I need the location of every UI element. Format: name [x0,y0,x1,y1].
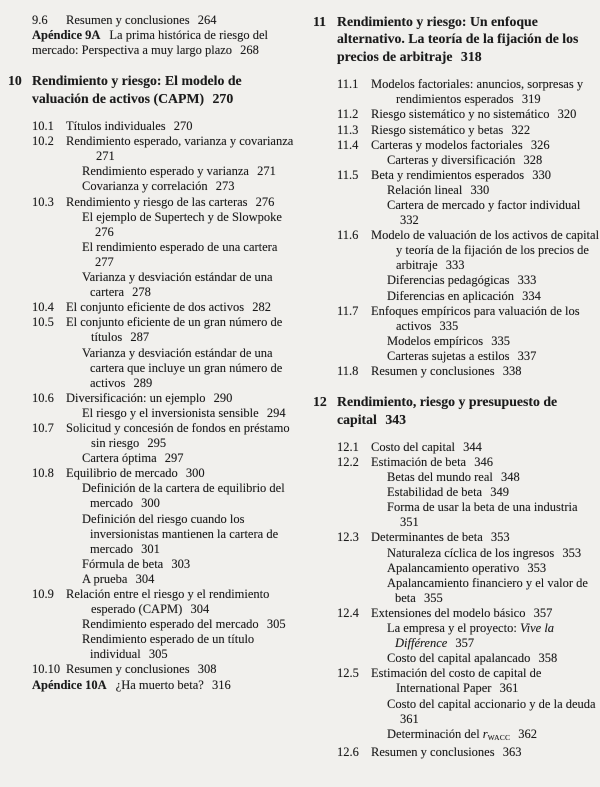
sub-entry-title: Determinación del [387,726,483,741]
toc-section-entry [8,315,298,345]
sub-entry-title: Costo del capital accionario y de la deuda [387,696,596,711]
page-number: 282 [252,300,271,315]
page-number: 270 [173,119,193,134]
section-number: 11.5 [337,167,359,182]
section-number: 10.7 [32,420,54,435]
page-number: 305 [148,647,168,662]
sub-entry-title: Diferencias en aplicación [387,288,515,303]
sub-entry-title: Modelos empíricos [387,333,484,348]
section-title: Beta y rendimientos esperados [371,167,525,182]
page-number: 346 [474,455,493,469]
section-number: 11.7 [337,303,359,318]
toc-section-entry [313,228,600,273]
chapter-title: Rendimiento y riesgo: El modelo de valuación de activos (CAPM) [32,73,242,106]
appendix-title: ¿Ha muerto beta? [115,677,204,692]
page-number: 301 [141,541,160,556]
sub-entry-title: Relación lineal [387,182,463,197]
section-number: 11.4 [337,137,359,152]
section-number: 11.8 [337,364,359,378]
section-title: Enfoques empíricos para valuación de los activos [371,303,580,333]
toc-section-entry [8,13,298,28]
sub-entry-title: El rendimiento esperado de una cartera [82,239,278,254]
section-title: Modelos factoriales: anuncios, sorpresas y rendimientos esperados [371,77,584,107]
toc-sub-entry [313,546,600,561]
section-title: Rendimiento esperado, varianza y covarianza [66,134,294,149]
page-number: 326 [530,137,550,152]
sub-entry-title: Fórmula de beta [82,556,164,571]
section-title: Relación entre el riesgo y el rendimiento esperado (CAPM) [66,587,270,617]
section-title: Resumen y conclusiones [371,744,495,759]
toc-sub-entry [8,406,298,421]
page-number: 333 [445,258,465,273]
section-title: Riesgo sistemático y no sistemático [371,107,550,122]
chapter-title: Rendimiento y riesgo: Un enfoque alternativo. La teoría de la fijación de los precios de arbitraje [337,14,579,64]
page-number: 290 [213,390,233,405]
page-number: 330 [532,167,551,182]
section-number: 10.6 [32,390,54,405]
sub-entry-title: Apalancamiento financiero y el valor de beta [387,575,588,605]
page-number: 295 [147,436,167,451]
subscript-text: WACC [487,732,511,742]
toc-sub-entry [313,289,600,304]
page-number: 328 [523,152,543,167]
toc-section-entry [313,168,600,183]
section-number: 9.6 [32,13,48,27]
toc-sub-entry [8,557,298,572]
sub-entry-title: Carteras y diversificación [387,152,516,167]
page-number: 268 [240,43,259,58]
toc-sub-entry [8,512,298,557]
toc-sub-entry [313,470,600,485]
toc-section-entry [8,421,298,451]
page-number: 308 [197,662,217,677]
section-number: 10.4 [32,300,54,315]
section-number: 10.1 [32,119,54,134]
page-number: 333 [517,273,537,288]
toc-section-entry [313,304,600,334]
toc-sub-entry [8,164,298,179]
page-number: 303 [171,556,191,571]
page-number: 297 [164,451,184,466]
page-number: 287 [130,330,150,345]
chapter-title: Rendimiento, riesgo y presupuesto de capital [337,394,558,427]
italic-text: Vive la Différence [395,621,555,651]
page-number: 322 [511,122,531,137]
toc-sub-entry [313,334,600,349]
toc-appendix-entry [8,28,298,58]
sub-entry-title: Covarianza y correlación [82,179,208,194]
page-number: 294 [266,405,286,420]
sub-entry-title: Estabilidad de beta [387,485,483,500]
sub-entry-title: Definición de la cartera de equilibrio del mercado [82,481,285,511]
section-number: 11.6 [337,228,359,243]
section-number: 10.3 [32,194,54,209]
section-number: 11.2 [337,107,359,122]
toc-section-entry [8,466,298,481]
page-number: 278 [132,285,151,300]
page-number: 343 [385,411,407,427]
appendix-title: La prima histórica de riesgo del mercado: Perspectiva a muy largo plazo [32,28,269,58]
section-number: 10.5 [32,315,54,330]
page-number: 358 [538,651,558,666]
toc-section-entry [313,138,600,153]
sub-entry-title: El ejemplo de Supertech y de Slowpoke [82,209,282,224]
toc-sub-entry [313,651,600,666]
toc-sub-entry [8,481,298,511]
sub-entry-title: Apalancamiento operativo [387,560,520,575]
toc-sub-entry [313,273,600,288]
page-number: 304 [190,602,210,617]
page-number: 349 [490,485,509,500]
section-title: Determinantes de beta [371,530,483,545]
sub-entry-title: Diferencias pedagógicas [387,273,510,288]
appendix-label: Apéndice 9A [32,28,101,43]
toc-section-entry [313,530,600,545]
page-number: 335 [491,333,511,348]
toc-sub-entry [8,572,298,587]
toc-section-entry [8,587,298,617]
section-title: Estimación del costo de capital de International Paper [371,666,542,696]
page-number: 276 [255,194,275,209]
section-title: Resumen y conclusiones [371,364,495,378]
toc-section-entry [313,606,600,621]
page-number: 363 [502,744,522,759]
toc-sub-entry [8,240,298,270]
section-title: Carteras y modelos factoriales [371,137,523,152]
toc-sub-entry [313,183,600,198]
section-title: El conjunto eficiente de dos activos [66,300,245,315]
toc-section-entry [8,300,298,315]
section-title: Estimación de beta [371,455,467,469]
section-number: 10.9 [32,587,54,601]
page-number: 337 [517,348,537,363]
page-number: 300 [141,496,160,511]
toc-section-entry [8,119,298,134]
sub-entry-title: Cartera de mercado y factor individual [387,197,581,212]
toc-sub-entry [8,179,298,194]
section-title: Modelo de valuación de los activos de capital y teoría de la fijación de los precios de arbitraje [371,228,600,273]
page-number: 305 [266,617,286,632]
section-number: 12.6 [337,744,359,759]
page-number: 277 [95,254,114,269]
sub-entry-title: Varianza y desviación estándar de una cartera [82,270,273,300]
page-number: 361 [400,711,419,726]
section-number: 12.3 [337,530,359,545]
page-number: 304 [135,571,155,586]
section-number: 12.2 [337,455,359,469]
chapter-number: 12 [313,394,327,410]
toc-sub-entry [313,198,600,228]
toc-sub-entry [8,346,298,391]
section-title: El conjunto eficiente de un gran número de títulos [66,315,283,345]
page-number: 353 [562,545,582,560]
toc-sub-entry [8,451,298,466]
sub-entry-title: Definición del riesgo cuando los inversionistas mantienen la cartera de mercado [82,511,279,556]
toc-section-entry [313,440,600,455]
sub-entry-title: El riesgo y el inversionista sensible [82,405,259,420]
toc-column-left [8,13,298,787]
chapter-number: 11 [313,14,327,29]
chapter-heading [313,393,600,428]
section-number: 12.1 [337,439,359,454]
toc-sub-entry [8,632,298,662]
toc-sub-entry [313,349,600,364]
page-number: 289 [133,375,153,390]
toc-section-entry [8,391,298,406]
page-number: 335 [439,318,459,333]
section-title: Solicitud y concesión de fondos en préstamo sin riesgo [66,420,290,451]
section-title: Riesgo sistemático y betas [371,122,504,137]
toc-column-right [313,13,600,787]
toc-sub-entry [313,500,600,530]
toc-appendix-entry [8,678,298,693]
page-number: 316 [211,677,231,692]
page-number: 320 [557,107,577,122]
page-number: 330 [470,182,490,197]
page-number: 300 [185,466,205,481]
sub-entry-title: Cartera óptima [82,451,157,466]
page-number: 355 [423,590,443,605]
page-number: 273 [215,179,235,194]
section-title: Equilibrio de mercado [66,466,178,481]
page-number: 344 [463,439,482,454]
sub-entry-title: Rendimiento esperado de un título individual [82,632,255,662]
sub-entry-title: Rendimiento esperado y varianza [82,164,249,179]
sub-entry-title: Betas del mundo real [387,470,493,485]
section-number: 10.8 [32,466,54,481]
sub-entry-title: Naturaleza cíclica de los ingresos [387,545,555,560]
page-number: 361 [499,681,519,696]
toc-sub-entry [313,576,600,606]
toc-sub-entry [8,270,298,300]
toc-sub-entry [313,153,600,168]
page-number: 351 [400,515,419,530]
sub-entry-title: La empresa y el proyecto: [387,621,520,636]
chapter-heading [8,72,298,107]
toc-sub-entry [313,621,600,651]
toc-section-entry [313,666,600,696]
sub-entry-title: A prueba [82,571,128,586]
toc-sub-entry [313,561,600,576]
page-number: 319 [521,92,541,107]
section-number: 12.5 [337,666,359,681]
sub-entry-title: Forma de usar la beta de una industria [387,500,578,515]
toc-sub-entry [313,727,600,745]
section-number: 11.1 [337,77,359,92]
sub-entry-title: Rendimiento esperado del mercado [82,617,259,632]
sub-entry-title: Costo del capital apalancado [387,651,531,666]
page-number: 357 [455,636,475,651]
page-number: 318 [460,48,482,64]
page-number: 264 [197,13,217,27]
toc-section-entry [313,455,600,470]
page-number: 270 [212,90,234,106]
toc-section-entry [8,662,298,677]
section-title: Resumen y conclusiones [66,13,190,27]
page-number: 271 [257,164,276,179]
chapter-heading [313,13,600,65]
section-title: Extensiones del modelo básico [371,605,526,620]
italic-text: r [482,726,488,741]
toc-section-entry [313,107,600,122]
page-number: 338 [502,364,522,378]
section-title: Títulos individuales [66,119,166,134]
section-number: 10.2 [32,134,54,149]
toc-section-entry [313,123,600,138]
page-number: 334 [522,288,541,303]
page-number: 276 [95,224,114,239]
page-number: 271 [96,149,115,164]
section-title: Diversificación: un ejemplo [66,390,206,405]
page-number: 357 [533,605,553,620]
section-title: Rendimiento y riesgo de las carteras [66,194,248,209]
page-number: 362 [518,726,538,741]
toc-sub-entry [8,210,298,240]
section-number: 11.3 [337,122,359,137]
toc-sub-entry [313,697,600,727]
page-number: 353 [490,530,510,545]
sub-entry-title: Carteras sujetas a estilos [387,348,510,363]
toc-section-entry [8,195,298,210]
toc-section-entry [313,364,600,379]
chapter-number: 10 [8,73,22,89]
toc-sub-entry [313,485,600,500]
toc-section-entry [8,134,298,164]
page-number: 348 [501,470,520,485]
toc-sub-entry [8,617,298,632]
page-number: 332 [400,213,419,228]
sub-entry-title: Varianza y desviación estándar de una cartera que incluye un gran número de activos [82,345,283,390]
appendix-label: Apéndice 10A [32,677,107,692]
section-title: Resumen y conclusiones [66,662,190,677]
section-number: 10.10 [32,662,61,677]
section-number: 12.4 [337,605,359,620]
toc-section-entry [313,745,600,760]
page-number: 353 [527,560,547,575]
section-title: Costo del capital [371,439,456,454]
toc-section-entry [313,77,600,107]
